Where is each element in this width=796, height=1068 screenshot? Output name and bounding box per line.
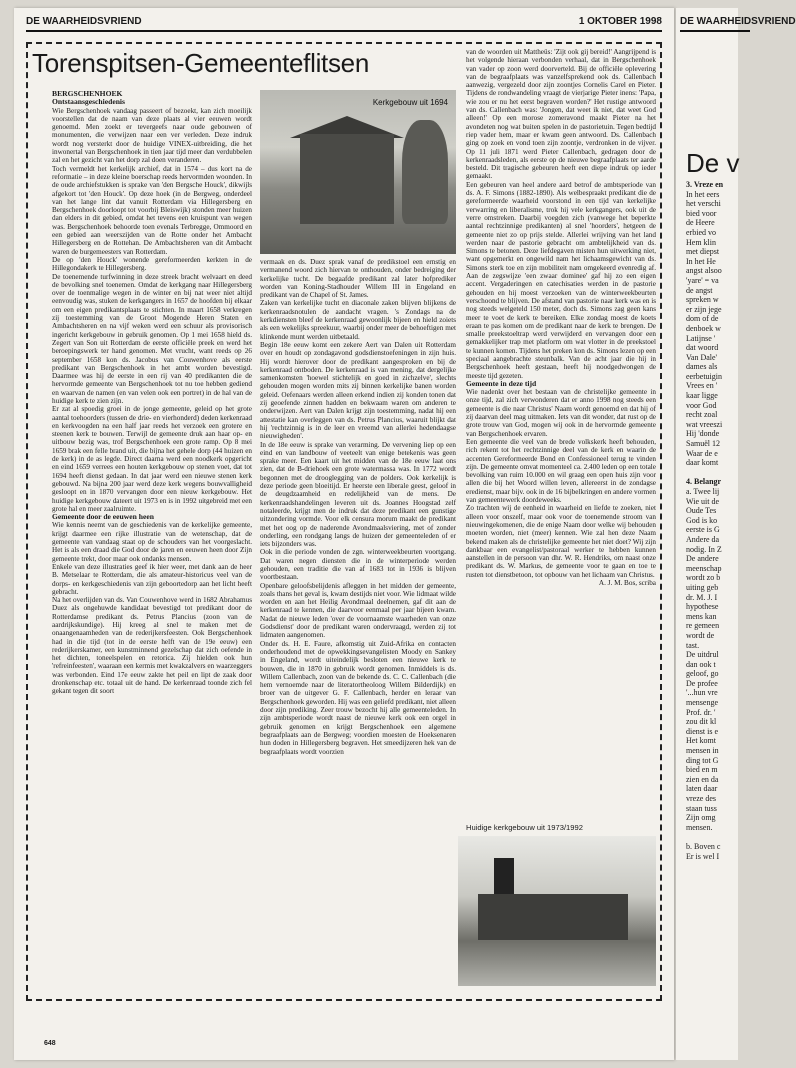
next-page-line: wat vreeszi bbox=[686, 419, 723, 429]
next-page-title: De v bbox=[686, 148, 740, 178]
next-page-line: erbied vo bbox=[686, 227, 716, 237]
next-page-line: denboek w bbox=[686, 323, 721, 333]
next-page-line: de angst bbox=[686, 285, 713, 295]
next-page-line: eerste is G bbox=[686, 525, 720, 535]
next-page-line: uiting geb bbox=[686, 582, 719, 592]
next-page-line: spreken w bbox=[686, 295, 719, 305]
next-page-header-text: DE WAARHEIDSVRIEND bbox=[680, 16, 796, 27]
next-page-line: Zijn omg bbox=[686, 813, 716, 823]
next-page-line: re gemeen bbox=[686, 621, 720, 631]
next-page-edge bbox=[676, 8, 796, 1060]
next-page-line: Waar de e bbox=[686, 448, 718, 458]
tree-shape bbox=[402, 120, 448, 224]
next-page-line: bied voor bbox=[686, 208, 717, 218]
photo-church-current bbox=[458, 836, 656, 986]
paragraph: De toenemende turfwinning in deze streek bracht welvaart en deed de bevolking snel toenemen. Omdat de kerkgang naar Hillegersberg over de toenmalige wegen in de winter en bij nat weer niet altijd eenvoudig was, stuken de kerkgangers in 1657 de hoofden bij elkaar om een eigen predikantsplaats te stichten. In maart 1658 verkregen zij toestemming van de Groot Mogende Heren Staten en Ambachtsheren en na vijf weken werd een schuur als provisorisch ingericht kerkgebouw in gebruik genomen. Op 1 mei 1658 hield ds. Zegert van Son uit Rotterdam de eerste officiële preek en werd het beroepingswerk ter hand genomen. Met vrucht, want reeds op 26 september 1658 kon ds. Jacobus van Couwenhove als eerste predikant van Bergschenhoek in het ambt worden bevestigd. Daarmee was hij de eerste in een rij van 40 predikanten die de hervormde gemeente van Bergschenhoek tot nu toe hebben gediend en waarvan de namen (en van velen ook een portret) in de hal van de huidige kerk te zien zijn. bbox=[52, 272, 252, 405]
paragraph: Een gemeente die veel van de brede volkskerk heeft behouden, rich rekent tot het rechtzinnige deel van de kerk en waarin de accenten Gereformeerde Bond en Confessioneel terug te vinden zijn. De gemeente omvat momenteel ca. 2.400 leden op een totale bevolking van ruim 10.000 en wil graag een open huis zijn voor allen die bij het Woord willen leven, allereerst in de zondagse eredienst, maar bijv. ook in de 16 bijbelkringen en andere vormen van gemeentewerk doordeweeks. bbox=[466, 437, 656, 505]
next-page-line: 'yare' = va bbox=[686, 275, 719, 285]
paragraph: Na het overlijden van ds. Van Couwenhove werd in 1682 Abrahamus Duez als ongehuwde kandidaat bevestigd tot predikant door de Rotterdamse predikant ds. Petrus Plancius (zoon van de aardrijkskundige). Hij kreeg al snel te maken met de onaangenaamheden van de rederijkersfeesten. Ook Bergschenhoek had in die tijd (tot in de eerste helft van de 19e eeuw) een rederijkerskamer, een kunstminnend gezelschap dat zich oefende in het dichten, toneelspelen en retorica. Zij hielden ook hun 'refreinfeesten', waaraan een kermis met kwakzalvers en waarzeggers was verbonden. Eind 17e eeuw zakte het peil en lipt de zaak door dronkenschap etc. totaal uit de hand. De kerkenraad toonde zich fel gekant tegen dit soort bbox=[52, 596, 252, 696]
paragraph: Ook in die periode vonden de zgn. winterweekbeurten voortgang. Dat waren negen diensten die in de winterperiode werden gehouden, een traditie die van af 1683 tot in 1936 is blijven voortbestaan. bbox=[260, 548, 456, 582]
next-page-line: daar komt bbox=[686, 458, 719, 468]
next-page-line: kaar ligge bbox=[686, 391, 718, 401]
next-page-line: Er is wel I bbox=[686, 851, 720, 861]
next-page-header bbox=[680, 12, 796, 32]
next-page-line: mensenge bbox=[686, 698, 718, 708]
paragraph: Zaken van kerkelijke tucht en diaconale zaken blijven blijkens de kerkenraadsnotulen de aandacht vragen. 's Zondags na de kerkdiensten bleef de kerkenraad gewoonlijk bijeen en hield zoiets als een wekelijks spreekuur, waarbij onder meer de behoeftigen met klinkende munt werden uitbetaald. bbox=[260, 299, 456, 341]
next-page-line: geloof, go bbox=[686, 669, 719, 679]
paragraph: Wie Bergschenhoek vandaag passeert of bezoekt, kan zich moeilijk voorstellen dat de naam van deze plaats al vier eeuwen wordt genoemd. Men zoekt er tevergeefs naar oude gebouwen of monumenten, die verwijzen naar een ver verleden. Deze indruk wordt nog versterkt door de huidige VINEX-uitbreiding, die het inwonertal van Bergschenhoek in tien jaar tijd meer dan verdubbelen zal en het gezicht van het dorp zal doen veranderen. bbox=[52, 106, 252, 165]
next-page-line: ding tot G bbox=[686, 755, 719, 765]
next-page-line: mensen. bbox=[686, 822, 713, 832]
next-page-line: voor God bbox=[686, 400, 717, 410]
next-page-line: meenschap bbox=[686, 563, 722, 573]
church-building-shape bbox=[478, 894, 628, 940]
paragraph: Onder ds. H. E. Faure, afkomstig uit Zuid-Afrika en contacten onderhoudend met de opwekkingsevangelisten Moody en Sankey in Engeland, wordt uiteindelijk besloten een nieuwe kerk te bouwen, die in 1870 in gebruik wordt genomen. Inmiddels is ds. Willem Callenbach, zoon van de bekende ds. C. C. Callenbach (die hem vernoemde naar de literatortheoloog Willem Bilderdijk) en broer van de uitgever G. F. Callenbach, herder en leraar van Bergschenhoek geworden. Hij was een geliefd predikant, niet alleen door zijn prediking. Zeer trouw bezocht hij alle gemeenteleden. In zijn ambtsperiode wordt naast de nieuwe kerk ook een orgel in gebruik genomen en krijgt Bergschenhoek een algemene begraafplaats aan de Bergweg; voordien moesten de Hoeksenaren hun doden in Hillegersberg begraven. Het smeedijzeren hek van de begraafplaats wordt voorzien bbox=[260, 639, 456, 756]
article-title: Torenspitsen-Gemeenteflitsen bbox=[32, 48, 370, 78]
column-2-body bbox=[260, 258, 456, 756]
next-page-line: '...hun vre bbox=[686, 688, 718, 698]
paragraph: Wie nadenkt over het bestaan van de christelijke gemeente in onze tijd, zal zich verwonderen dat er anno 1998 nog steeds een gemeente is die naar Christus' Naam wordt genoemd en dat hij of zij daarvan deel mag uitmaken. Iets van dit wonder, dat rust op de grote trouw van God, mogen wij ook in de hervormde gemeente van Bergschenhoek ervaren. bbox=[466, 388, 656, 438]
section-heading: Gemeente in deze tijd bbox=[466, 378, 537, 388]
next-page-line: recht zoal bbox=[686, 410, 718, 420]
photo-church-1694 bbox=[260, 90, 456, 254]
article-column-3 bbox=[466, 48, 656, 808]
paragraph: Openbare geloofsbelijdenis afleggen in het midden der gemeente, zoals thans het geval is, kwam destijds niet voor. Wie lidmaat wilde worden en aan het Heilig Avondmaal deelnemen, gaf dit aan de kerkenraad te kennen, die daarvoor eenmaal per jaar bijeen kwam. Nadat de nieuwe leden 'over de voornaamste waarheden van onze Godsdienst' door de predikant waren ondervraagd, werden zij tot lidmaten aangenomen. bbox=[260, 581, 456, 640]
next-page-line: Van Dale' bbox=[686, 352, 717, 362]
next-page-line: Hem klin bbox=[686, 237, 716, 247]
next-page-line: nodig. In Z bbox=[686, 544, 722, 554]
page-header bbox=[26, 12, 662, 32]
next-page-line: eerbetuigin bbox=[686, 371, 722, 381]
next-page-line: zou dit kl bbox=[686, 717, 717, 727]
next-page-line: Andere da bbox=[686, 534, 720, 544]
article-column-2 bbox=[260, 258, 456, 990]
next-page-line: met diepst bbox=[686, 247, 720, 257]
next-page-line: dan ook t bbox=[686, 659, 716, 669]
next-page-line: hypothese bbox=[686, 602, 719, 612]
next-page-line: De uitdrul bbox=[686, 650, 719, 660]
next-page-line: In het He bbox=[686, 256, 716, 266]
next-page-line bbox=[686, 832, 766, 842]
paragraph: Begin 18e eeuw komt een zekere Aert van Dalen uit Rotterdam over en houdt op zondagavond godsdienstoefeningen in zijn huis. Hij wordt hierover door de predikant aangesproken en bij de kerkenraad ontboden. De kerkenraad is van mening, dat dergelijke samenkomsten 'hoewel stichtelijk en goed in zichzelve', slechts gehouden mogen worden mits zij binnen kerkelijke banen worden geleid. Oefenaars werden alleen erkend indien zij konden tonen dat zij geoefende zinnen hadden en bekwaam waren om anderen te onderwijzen. Aert van Dalen krijgt zijn toestemming, nadat hij een attestatie kan overleggen van ds. Petrus Plancius, waaruit blijkt dat hij 'rechtzinnig is in de leer en vreemd van allerlei hedendaagse nieuwigheden'. bbox=[260, 340, 456, 441]
next-page-line: Samuël 12 bbox=[686, 439, 720, 449]
next-page-line: de Heere bbox=[686, 218, 715, 228]
next-page-line: De andere bbox=[686, 554, 719, 564]
next-page-line: In het eers bbox=[686, 189, 720, 199]
next-page-line: 4. Belangr bbox=[686, 477, 722, 487]
next-page-line: God is ko bbox=[686, 515, 718, 525]
next-page-line: bied en m bbox=[686, 765, 718, 775]
next-page-line: dames als bbox=[686, 362, 718, 372]
next-page-line: a. Twee lij bbox=[686, 487, 720, 496]
next-page-line: Hij 'donde bbox=[686, 429, 720, 439]
section-heading: Ontstaansgeschiedenis bbox=[52, 97, 125, 107]
next-page-line: vreze des bbox=[686, 794, 716, 803]
next-page-line: Het komt bbox=[686, 736, 716, 746]
paragraph: Een gebeuren van heel andere aard betrof de ambtsperiode van ds. A. F. Simons (1882-1890). Als welbespraakt predikant die de gereformeerde waarheid voorstond in een tijd van kerkelijke verwarring en liberalisme, trok hij vele kerkgangers, ook uit de verre omstreken. Daarbij voegden zich (vanwege het beperkte aantal rechtzinnige predikanten) al snel 'hoorders', hetgeen de gemeente niet zo op prijs stelde. Allerlei wrijving van het land werden naar de pastorie gebracht om ambtelijkheid van ds. Simons te betonen. Deze liefdegaven misten hun uitwerking niet, want opgemerkt en ongewild nam het lichaamsgewicht van ds. Simons sterk toe en zijn mobiliteit nam omgekeerd evenredig af. Aan de zegswijze 'een zwaar dominee' gaf hij zo een eigen accent. Vergaderingen en catechisaties werden in de pastorie gehouden en hij moest verzoeken van de winterweekbeurten verschoond te blijven. De afstand van pastorie naar kerk was en is nog steeds welgeteld 150 meter, doch ds. Simons zag geen kans meer te voet de kerk te bereiken. Elke zondag moest de koets eraan te pas komen om de predikant naar de kerk te brengen. De smalle preekstoeltrap werd verwijderd en vervangen door een gemakkelijker trap met platform om wat vlotter in de preekstoel te kunnen komen. Tijdens het preken kon ds. Simons lezen op een speciaal aangebrachte steunbalk. Van de acht jaar die hij in Bergschenhoek heeft gestaan, heeft hij noodgedwongen de meeste tijd gezeten. bbox=[466, 180, 657, 380]
paragraph: Enkele van deze illustraties geef ik hier weer, met dank aan de heer B. Metselaar te Rotterdam, die als amateur-historicus veel van de dorps- en kerkgeschiedenis van zijn geboortedorp aan het licht heeft gebracht. bbox=[52, 562, 252, 596]
next-page-line: laten daar bbox=[686, 784, 718, 794]
next-page-line: 3. Vreze en bbox=[686, 180, 724, 189]
next-page-line: Oude Tes bbox=[686, 506, 717, 516]
publication-date: 1 OKTOBER 1998 bbox=[578, 16, 662, 27]
next-page-line: tast. bbox=[686, 640, 700, 650]
paragraph: Wie kennis neemt van de geschiedenis van de kerkelijke gemeente, krijgt daarmee een rijke illustratie van de wetenschap, dat de gemeente van vandaag staat op de schouders van het voorgeslacht. Het is als een draad die God door de jaren en eeuwen heen door Zijn gemeente trekt, door maar ook ondanks mensen. bbox=[52, 521, 252, 563]
paragraph: Toch vermeldt het kerkelijk archief, dat in 1574 – dus kort na de reformatie – in deze kleine boerschap reeds hervormden woonden. In de oude archiefstukken is sprake van 'den Bergsche Houck', dikwijls afgekort tot 'den Houck'. Op deze hoek (in de Bergweg, onderdeel van het lange lint dat vanuit Rotterdam via Hillegersberg en Bergschenhoek doorloopt tot voorbij Bleiswijk) stonden meer huizen dan elders in dit gebied, omdat het tevens een kruispunt van wegen was. Bergschenhoek behoorde toen evenals Terbregge, Ommoord en een gebied aan weerszijden van de Rotte onder het Ambacht Hillegersberg en de Rottehan. De Ambachtsheren van dit Ambacht waren de burgemeesters van Rotterdam. bbox=[52, 164, 252, 256]
page-number: 648 bbox=[44, 1040, 56, 1047]
paragraph: Er zat al spoedig groei in de jonge gemeente, geleid op het grote aantal toehoorders (tussen de drie- en vierhonderd) deden kerkenraad en kerkvoogden na een half jaar reeds het verzoek een grotere en steenen kerk te bouwen. Terwijl de gemeente druk aan haar op- en uitbouw bezig was, trof Bergschenhoek een grote ramp. Op 8 mei 1659 brak een felle brand uit, die bijna het gehele dorp (44 huizen en de kerk) in de as legde. Direct daarna werd een noodkerk opgericht en eind 1659 verrees een houten kerkgebouw op stenen voet, dat tot 1694 heeft dienst gedaan. In dat jaar werd een nieuwe stenen kerk gebouwd. Na bijna 200 jaar werd deze kerk wegens bouwvalligheid gesloopt en in 1870 vervangen door een nieuw kerkgebouw. Het huidige kerkgebouw dateert uit 1973 en is in 1992 uitgebreid met een grote hal en meer zaalruimte. bbox=[52, 405, 252, 513]
paragraph: Zo trachten wij de eenheid in waarheid en liefde te zoeken, niet alleen voor onszelf, maar ook voor de toenemende stroom van nieuwingekomenen, die de enige Naam door welke wij behouden moeten worden, niet (meer) kennen. Wie zal hen deze Naam bekend maken als de christelijke gemeente het niet doet? Wij zijn dankbaar een evangelist/pastoraal werker te hebben kunnen aanstellen in de persoon van dhr. W. R. Hendriks, om naast onze predikant ds. W. Markus, de gemeente voor te gaan en toe te rusten tot dienstbetoon, tot opbouw van het lichaam van Christus. bbox=[466, 504, 656, 579]
place-heading: BERGSCHENHOEK bbox=[52, 89, 123, 98]
next-page-line: mensen in bbox=[686, 746, 719, 756]
paragraph: In de 18e eeuw is sprake van verarming. De vervening liep op een eind en van landbouw of veeteelt van enige betekenis was geen sprake meer. Een kaart uit het midden van de 18e eeuw laat ons zien, dat de B-driehoek een grote watermassa was. In 1772 wordt begonnen met de drooglegging van de polders. Ook kerkelijk is deze periode geen bloeitijd. Er heerste een liberale geest, geloof in de deugdzaamheid en redelijkheid van de mens. De kerkenraadshandelingen leveren uit ds. Joannes Hoogstad zelf notaleerde, krijgt men de indruk dat deze predikant een gunstige uitzondering vormde. Voor elk censura morum maakt de predikant met het oog op de naderende Avondmaalsviering, met of zonder onderling, een rondgang langs de huizen der gemeenteleden of er iets bijzonders was. bbox=[260, 440, 456, 549]
next-page-line: er zijn jege bbox=[686, 304, 722, 314]
next-page-line: b. Boven c bbox=[686, 841, 721, 851]
next-page-line: wordt zo b bbox=[686, 573, 721, 583]
next-page-line: zien en da bbox=[686, 774, 719, 784]
column-1-body bbox=[52, 98, 252, 695]
article-signature: A. J. M. Bos, scriba bbox=[598, 579, 656, 587]
next-page-line: dat woord bbox=[686, 343, 719, 353]
next-page-column bbox=[686, 180, 766, 861]
next-page-line: dom of de bbox=[686, 314, 719, 324]
photo-caption-2: Huidige kerkgebouw uit 1973/1992 bbox=[466, 823, 583, 832]
section-heading: Gemeente door de eeuwen heen bbox=[52, 512, 154, 522]
next-page-line: Vrees en ' bbox=[686, 381, 718, 391]
article-column-1 bbox=[52, 90, 252, 990]
next-page-line: het verschi bbox=[686, 199, 721, 209]
next-page-line bbox=[686, 468, 766, 478]
next-page-line: Latijnse ' bbox=[686, 333, 716, 343]
next-page-line: Wie uit de bbox=[686, 496, 719, 506]
publication-name: DE WAARHEIDSVRIEND bbox=[26, 16, 142, 27]
church-tower-shape bbox=[494, 858, 514, 898]
next-page-line: wordt de bbox=[686, 630, 715, 640]
column-3-body bbox=[466, 48, 656, 579]
paragraph: van de woorden uit Mattheüs: 'Zijt ook gij bereid!' Aangrijpend is het volgende hieraan verbonden verhaal, dat in Bergschenhoek van vader op zoon werd doorverteld. Bij de officiële oplevering van de begraafplaats was vanzelfsprekend ook ds. Callenbach aanwezig, vergezeld door zijn zoontjes Cornelis Carel en Pieter. Tijdens de rondwandeling vraagt de vierjarige Pieter inens: 'Papa, wie zou er nu het eerst begraven worden?' Het rustige antwoord van ds. Callenbach was: 'Jongen, dat weet ik niet, dat weet God alleen!' Op een morose zomeravond maakt Pieter na het avondeten nog wat buiten spelen in de pastorietuin. Tegen bedtijd riep vader hem, maar er kwam geen antwoord. Ds. Callenbach ging op zoek en vond toen zijn zoontje, verdronken in de vijver. Op 11 juli 1871 werd Pieter Callenbach, gedragen door de kerkenraadsleden, als eerste op de nieuwe begraafplaats ter aarde besteld. Dit tragische gebeuren heeft een diepe indruk op ieder gemaakt. bbox=[466, 48, 656, 181]
next-page-line: angst alsoo bbox=[686, 266, 722, 276]
photo-caption-1: Kerkgebouw uit 1694 bbox=[372, 98, 448, 107]
next-page-line: Prof. dr. ' bbox=[686, 707, 716, 717]
next-page-line: staan tuss bbox=[686, 803, 717, 813]
newspaper-page bbox=[14, 8, 674, 1060]
next-page-line: mens kan bbox=[686, 611, 717, 621]
next-page-line: dienst is e bbox=[686, 726, 718, 736]
next-page-line: dr. M. J. I bbox=[686, 592, 718, 602]
church-shape bbox=[300, 134, 394, 224]
paragraph: vermaak en ds. Duez sprak vanaf de predikstoel een ernstig en vermanend woord zich hiervan te onthouden, onder bedreiging der kerkelijke tucht. De begaafde predikant zal later hofprediker worden van Koning-Stadhouder Willem III in Engeland en predikant van de Chapel of St. James. bbox=[260, 258, 456, 300]
paragraph: De op 'den Houck' wonende gereformeerden kerkten in de Hillegondakerk te Hillegersberg. bbox=[52, 255, 252, 273]
next-page-line: De profee bbox=[686, 678, 718, 688]
